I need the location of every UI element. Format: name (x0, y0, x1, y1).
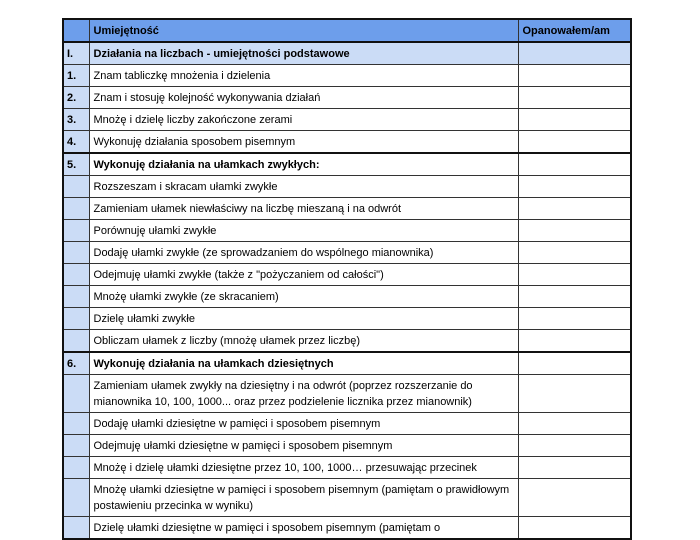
table-row (63, 42, 631, 65)
mastered-cell[interactable] (518, 65, 631, 87)
mastered-cell[interactable] (518, 176, 631, 198)
skills-table (62, 18, 632, 540)
mastered-cell[interactable] (518, 131, 631, 154)
skill-cell[interactable]: Mnożę i dzielę ułamki dziesiętne przez 10, 100, 1000… przesuwając przecinek (89, 457, 518, 479)
header-cell-skill[interactable]: Umiejętność (89, 19, 518, 42)
table-row (63, 153, 631, 176)
table-row (63, 352, 631, 375)
header-cell-mastered[interactable]: Opanowałem/am (518, 19, 631, 42)
skill-cell[interactable]: Dodaję ułamki zwykłe (ze sprowadzaniem do wspólnego mianownika) (89, 242, 518, 264)
table-row (63, 330, 631, 353)
skill-cell[interactable]: Obliczam ułamek z liczby (mnożę ułamek przez liczbę) (89, 330, 518, 353)
skill-cell[interactable]: Znam tabliczkę mnożenia i dzielenia (89, 65, 518, 87)
skill-cell[interactable]: Odejmuję ułamki dziesiętne w pamięci i sposobem pisemnym (89, 435, 518, 457)
skill-cell[interactable]: Zamieniam ułamek niewłaściwy na liczbę mieszaną i na odwrót (89, 198, 518, 220)
mastered-cell[interactable] (518, 242, 631, 264)
mastered-cell[interactable] (518, 264, 631, 286)
row-number-cell[interactable]: 2. (63, 87, 89, 109)
checklist-sheet (62, 18, 632, 540)
row-number-cell[interactable] (63, 242, 89, 264)
row-number-cell[interactable]: 1. (63, 65, 89, 87)
table-row (63, 286, 631, 308)
skill-cell[interactable]: Mnożę ułamki zwykłe (ze skracaniem) (89, 286, 518, 308)
row-number-cell[interactable]: I. (63, 42, 89, 65)
mastered-cell[interactable] (518, 517, 631, 540)
table-row (63, 198, 631, 220)
mastered-cell[interactable] (518, 457, 631, 479)
row-number-cell[interactable] (63, 220, 89, 242)
row-number-cell[interactable]: 3. (63, 109, 89, 131)
header-cell-corner[interactable] (63, 19, 89, 42)
mastered-cell[interactable] (518, 42, 631, 65)
table-row (63, 87, 631, 109)
row-number-cell[interactable] (63, 198, 89, 220)
row-number-cell[interactable] (63, 435, 89, 457)
table-row (63, 131, 631, 154)
row-number-cell[interactable]: 4. (63, 131, 89, 154)
table-row (63, 375, 631, 413)
table-row (63, 435, 631, 457)
skill-cell[interactable]: Wykonuję działania na ułamkach dziesiętnych (89, 352, 518, 375)
skill-cell[interactable]: Mnożę ułamki dziesiętne w pamięci i sposobem pisemnym (pamiętam o prawidłowym postawieniu przecinka w wyniku) (89, 479, 518, 517)
table-row (63, 65, 631, 87)
skill-cell[interactable]: Wykonuję działania sposobem pisemnym (89, 131, 518, 154)
skill-cell[interactable]: Dodaję ułamki dziesiętne w pamięci i sposobem pisemnym (89, 413, 518, 435)
row-number-cell[interactable]: 6. (63, 352, 89, 375)
row-number-cell[interactable] (63, 479, 89, 517)
table-row (63, 517, 631, 540)
skill-cell[interactable]: Zamieniam ułamek zwykły na dziesiętny i na odwrót (poprzez rozszerzanie do mianownika 10, 100, 1000... oraz przez podzielenie licznika przez mianownik) (89, 375, 518, 413)
mastered-cell[interactable] (518, 352, 631, 375)
mastered-cell[interactable] (518, 220, 631, 242)
table-row (63, 264, 631, 286)
skill-cell[interactable]: Mnożę i dzielę liczby zakończone zerami (89, 109, 518, 131)
row-number-cell[interactable] (63, 517, 89, 540)
skill-cell[interactable]: Wykonuję działania na ułamkach zwykłych: (89, 153, 518, 176)
mastered-cell[interactable] (518, 375, 631, 413)
table-row (63, 413, 631, 435)
table-row (63, 242, 631, 264)
mastered-cell[interactable] (518, 413, 631, 435)
mastered-cell[interactable] (518, 286, 631, 308)
row-number-cell[interactable] (63, 286, 89, 308)
skill-cell[interactable]: Dzielę ułamki zwykłe (89, 308, 518, 330)
skill-cell[interactable]: Dzielę ułamki dziesiętne w pamięci i sposobem pisemnym (pamiętam o (89, 517, 518, 540)
mastered-cell[interactable] (518, 87, 631, 109)
table-row (63, 457, 631, 479)
skills-table-body (63, 42, 631, 539)
skill-cell[interactable]: Działania na liczbach - umiejętności podstawowe (89, 42, 518, 65)
row-number-cell[interactable] (63, 308, 89, 330)
row-number-cell[interactable] (63, 457, 89, 479)
mastered-cell[interactable] (518, 308, 631, 330)
table-row (63, 479, 631, 517)
row-number-cell[interactable] (63, 413, 89, 435)
table-row (63, 220, 631, 242)
row-number-cell[interactable] (63, 176, 89, 198)
mastered-cell[interactable] (518, 153, 631, 176)
row-number-cell[interactable]: 5. (63, 153, 89, 176)
row-number-cell[interactable] (63, 375, 89, 413)
table-row (63, 109, 631, 131)
skill-cell[interactable]: Odejmuję ułamki zwykłe (także z "pożyczaniem od całości") (89, 264, 518, 286)
mastered-cell[interactable] (518, 330, 631, 353)
mastered-cell[interactable] (518, 109, 631, 131)
header-row (63, 19, 631, 42)
skill-cell[interactable]: Znam i stosuję kolejność wykonywania działań (89, 87, 518, 109)
skill-cell[interactable]: Rozszeszam i skracam ułamki zwykłe (89, 176, 518, 198)
mastered-cell[interactable] (518, 479, 631, 517)
table-row (63, 176, 631, 198)
skill-cell[interactable]: Porównuję ułamki zwykłe (89, 220, 518, 242)
mastered-cell[interactable] (518, 198, 631, 220)
mastered-cell[interactable] (518, 435, 631, 457)
row-number-cell[interactable] (63, 264, 89, 286)
table-row (63, 308, 631, 330)
row-number-cell[interactable] (63, 330, 89, 353)
